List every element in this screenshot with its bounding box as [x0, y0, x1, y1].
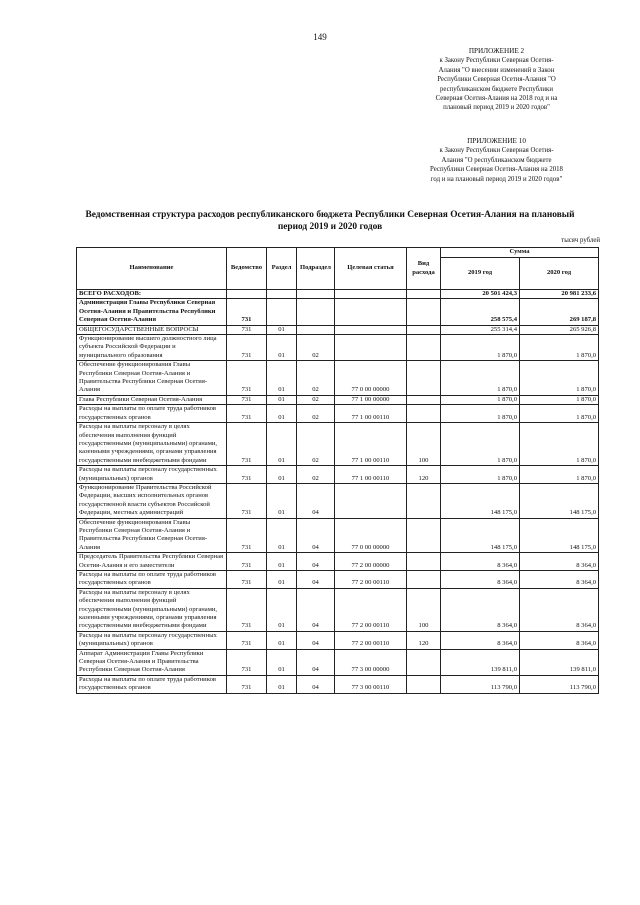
header-name: Наименование — [77, 248, 227, 290]
cell-subsection: 02 — [297, 405, 335, 423]
header-2020: 2020 год — [520, 258, 599, 290]
table-row — [77, 299, 599, 325]
cell-2020: 269 187,8 — [520, 299, 599, 325]
cell-name: Расходы на выплаты персоналу государственных (муниципальных) органов — [77, 466, 227, 484]
cell-2020: 139 811,0 — [520, 649, 599, 675]
cell-department: 731 — [227, 631, 267, 649]
cell-name: Расходы на выплаты персоналу в целях обеспечения выполнения функций государственными (муниципальными) органами, казенными учреждениями, органами управления государственными внебюджетными фондами — [77, 588, 227, 631]
appendix-line: к Закону Республики Северная Осетия- — [439, 57, 554, 65]
cell-department: 731 — [227, 588, 267, 631]
cell-2020: 148 175,0 — [520, 483, 599, 518]
cell-target: 77 1 00 00110 — [335, 466, 407, 484]
cell-subsection — [297, 290, 335, 299]
cell-expense-type — [407, 395, 441, 404]
cell-2019: 8 364,0 — [441, 588, 520, 631]
cell-expense-type — [407, 518, 441, 553]
cell-2019: 1 870,0 — [441, 395, 520, 404]
cell-2020: 8 364,0 — [520, 631, 599, 649]
cell-expense-type — [407, 405, 441, 423]
cell-target: 77 2 00 00000 — [335, 553, 407, 571]
cell-expense-type — [407, 335, 441, 361]
cell-name: Функционирование высшего должностного лица субъекта Российской Федерации и муниципального образования — [77, 335, 227, 361]
cell-section: 01 — [267, 361, 297, 396]
header-subsection: Подраздел — [297, 248, 335, 290]
cell-name: Расходы на выплаты по оплате труда работников государственных органов — [77, 675, 227, 693]
header-target: Целевая статья — [335, 248, 407, 290]
cell-name: Глава Республики Северная Осетия-Алания — [77, 395, 227, 404]
appendix-line: год и на плановый период 2019 и 2020 годов" — [430, 175, 563, 183]
cell-subsection: 02 — [297, 335, 335, 361]
cell-name: Расходы на выплаты персоналу государственных (муниципальных) органов — [77, 631, 227, 649]
cell-target: 77 1 00 00000 — [335, 395, 407, 404]
appendix-line: республиканском бюджете Республики — [439, 85, 554, 93]
table-row — [77, 405, 599, 423]
cell-2019: 1 870,0 — [441, 361, 520, 396]
cell-department: 731 — [227, 423, 267, 466]
cell-name: Расходы на выплаты персоналу в целях обеспечения выполнения функций государственными (муниципальными) органами, казенными учреждениями, органами управления государственными внебюджетными фондами — [77, 423, 227, 466]
cell-subsection: 04 — [297, 588, 335, 631]
cell-expense-type — [407, 299, 441, 325]
cell-expense-type: 120 — [407, 466, 441, 484]
cell-name: Расходы на выплаты по оплате труда работников государственных органов — [77, 571, 227, 589]
cell-name: Функционирование Правительства Российской Федерации, высших исполнительных органов государственной власти субъектов Российской Федерации, местных администраций — [77, 483, 227, 518]
cell-section: 01 — [267, 675, 297, 693]
cell-department: 731 — [227, 553, 267, 571]
cell-2020: 8 364,0 — [520, 571, 599, 589]
appendix-current-block — [409, 47, 584, 113]
cell-name: Расходы на выплаты по оплате труда работников государственных органов — [77, 405, 227, 423]
cell-expense-type — [407, 553, 441, 571]
cell-2020: 1 870,0 — [520, 335, 599, 361]
cell-expense-type — [407, 290, 441, 299]
cell-department: 731 — [227, 325, 267, 334]
cell-2019: 1 870,0 — [441, 466, 520, 484]
table-row — [77, 290, 599, 299]
cell-2019: 20 501 424,3 — [441, 290, 520, 299]
cell-name: Обеспечение функционирования Главы Республики Северная Осетия-Алания и Правительства Республики Северная Осетия-Алания — [77, 361, 227, 396]
cell-subsection: 04 — [297, 675, 335, 693]
cell-section: 01 — [267, 483, 297, 518]
cell-subsection: 04 — [297, 553, 335, 571]
cell-2019: 8 364,0 — [441, 631, 520, 649]
cell-2019: 139 811,0 — [441, 649, 520, 675]
appendix-current-heading: ПРИЛОЖЕНИЕ 2 — [468, 47, 525, 55]
cell-2019: 113 790,0 — [441, 675, 520, 693]
cell-section: 01 — [267, 553, 297, 571]
cell-2019: 148 175,0 — [441, 518, 520, 553]
cell-expense-type: 100 — [407, 423, 441, 466]
cell-section: 01 — [267, 631, 297, 649]
cell-expense-type: 100 — [407, 588, 441, 631]
table-row — [77, 675, 599, 693]
cell-department: 731 — [227, 299, 267, 325]
units-label: тысяч рублей — [561, 237, 600, 244]
cell-department: 731 — [227, 395, 267, 404]
cell-subsection: 02 — [297, 466, 335, 484]
cell-subsection: 02 — [297, 423, 335, 466]
cell-expense-type — [407, 675, 441, 693]
cell-2020: 265 926,8 — [520, 325, 599, 334]
cell-subsection: 02 — [297, 395, 335, 404]
table-row — [77, 553, 599, 571]
cell-target — [335, 299, 407, 325]
table-row — [77, 483, 599, 518]
cell-2020: 8 364,0 — [520, 553, 599, 571]
cell-expense-type — [407, 649, 441, 675]
cell-section: 01 — [267, 649, 297, 675]
cell-target — [335, 290, 407, 299]
table-row — [77, 325, 599, 334]
cell-2020: 1 870,0 — [520, 395, 599, 404]
cell-target: 77 1 00 00110 — [335, 423, 407, 466]
table-row — [77, 571, 599, 589]
cell-2020: 1 870,0 — [520, 361, 599, 396]
cell-section: 01 — [267, 518, 297, 553]
table-row — [77, 631, 599, 649]
table-row — [77, 518, 599, 553]
header-department: Ведомство — [227, 248, 267, 290]
cell-department: 731 — [227, 361, 267, 396]
cell-2019: 258 575,4 — [441, 299, 520, 325]
table-row — [77, 649, 599, 675]
header-expense-type: Вид расхода — [407, 248, 441, 290]
cell-subsection: 04 — [297, 631, 335, 649]
table-row — [77, 466, 599, 484]
cell-section — [267, 299, 297, 325]
cell-section: 01 — [267, 571, 297, 589]
cell-target — [335, 325, 407, 334]
cell-department — [227, 290, 267, 299]
table-row — [77, 588, 599, 631]
cell-subsection: 04 — [297, 571, 335, 589]
cell-2019: 1 870,0 — [441, 335, 520, 361]
appendix-line: Республики Северная Осетия-Алания на 2018 — [430, 166, 563, 174]
cell-2020: 1 870,0 — [520, 466, 599, 484]
cell-target: 77 3 00 00110 — [335, 675, 407, 693]
cell-name: ОБЩЕГОСУДАРСТВЕННЫЕ ВОПРОСЫ — [77, 325, 227, 334]
cell-section: 01 — [267, 325, 297, 334]
cell-target: 77 1 00 00110 — [335, 405, 407, 423]
table-row — [77, 361, 599, 396]
cell-department: 731 — [227, 649, 267, 675]
table-row — [77, 395, 599, 404]
table-row — [77, 335, 599, 361]
appendix-line: к Закону Республики Северная Осетия- — [439, 147, 554, 155]
expenditure-table — [76, 247, 599, 694]
appendix-original-heading: ПРИЛОЖЕНИЕ 10 — [467, 137, 526, 145]
page-number: 149 — [313, 32, 327, 42]
cell-target: 77 0 00 00000 — [335, 518, 407, 553]
cell-target — [335, 483, 407, 518]
cell-department: 731 — [227, 483, 267, 518]
cell-2019: 148 175,0 — [441, 483, 520, 518]
cell-section: 01 — [267, 335, 297, 361]
cell-2019: 8 364,0 — [441, 571, 520, 589]
document-title: Ведомственная структура расходов республиканского бюджета Республики Северная Осетия-Алания на плановый период 2019 и 2020 годов — [85, 210, 575, 232]
cell-name: Администрация Главы Республики Северная Осетия-Алания и Правительства Республики Северная Осетия-Алания — [77, 299, 227, 325]
cell-section: 01 — [267, 423, 297, 466]
cell-subsection: 04 — [297, 518, 335, 553]
appendix-line: Северная Осетия-Алания на 2018 год и на — [435, 95, 558, 103]
cell-2020: 1 870,0 — [520, 423, 599, 466]
cell-department: 731 — [227, 466, 267, 484]
cell-section: 01 — [267, 588, 297, 631]
cell-2019: 1 870,0 — [441, 423, 520, 466]
cell-section: 01 — [267, 395, 297, 404]
table-row — [77, 423, 599, 466]
cell-2020: 148 175,0 — [520, 518, 599, 553]
cell-target: 77 2 00 00110 — [335, 571, 407, 589]
appendix-line: Алания "О внесении изменений в Закон — [438, 66, 555, 74]
cell-target — [335, 335, 407, 361]
cell-expense-type: 120 — [407, 631, 441, 649]
cell-subsection: 04 — [297, 649, 335, 675]
header-2019: 2019 год — [441, 258, 520, 290]
cell-department: 731 — [227, 571, 267, 589]
cell-2020: 113 790,0 — [520, 675, 599, 693]
cell-name: Обеспечение функционирования Главы Республики Северная Осетия-Алания и Правительства Республики Северная Осетия-Алания — [77, 518, 227, 553]
header-section: Раздел — [267, 248, 297, 290]
cell-expense-type — [407, 325, 441, 334]
cell-department: 731 — [227, 405, 267, 423]
cell-2020: 1 870,0 — [520, 405, 599, 423]
cell-subsection: 02 — [297, 361, 335, 396]
cell-name: Председатель Правительства Республики Северная Осетия-Алания и его заместители — [77, 553, 227, 571]
cell-2020: 20 981 233,6 — [520, 290, 599, 299]
cell-subsection — [297, 299, 335, 325]
cell-2019: 8 364,0 — [441, 553, 520, 571]
cell-target: 77 0 00 00000 — [335, 361, 407, 396]
table-body — [77, 290, 599, 694]
cell-expense-type — [407, 483, 441, 518]
cell-2019: 1 870,0 — [441, 405, 520, 423]
appendix-original-block — [409, 137, 584, 184]
header-amount: Сумма — [441, 248, 599, 258]
appendix-line: плановый период 2019 и 2020 годов" — [443, 104, 550, 112]
cell-section: 01 — [267, 466, 297, 484]
cell-target: 77 3 00 00000 — [335, 649, 407, 675]
cell-department: 731 — [227, 518, 267, 553]
cell-target: 77 2 00 00110 — [335, 588, 407, 631]
cell-name: ВСЕГО РАСХОДОВ: — [77, 290, 227, 299]
cell-2019: 255 314,4 — [441, 325, 520, 334]
appendix-line: Алания "О республиканском бюджете — [441, 156, 552, 164]
cell-section — [267, 290, 297, 299]
cell-subsection — [297, 325, 335, 334]
cell-target: 77 2 00 00110 — [335, 631, 407, 649]
cell-subsection: 04 — [297, 483, 335, 518]
cell-department: 731 — [227, 675, 267, 693]
cell-expense-type — [407, 361, 441, 396]
cell-department: 731 — [227, 335, 267, 361]
cell-expense-type — [407, 571, 441, 589]
cell-name: Аппарат Администрации Главы Республики Северная Осетия-Алания и Правительства Республики Северная Осетия-Алания — [77, 649, 227, 675]
appendix-line: Республики Северная Осетия-Алания "О — [437, 76, 556, 84]
cell-section: 01 — [267, 405, 297, 423]
cell-2020: 8 364,0 — [520, 588, 599, 631]
